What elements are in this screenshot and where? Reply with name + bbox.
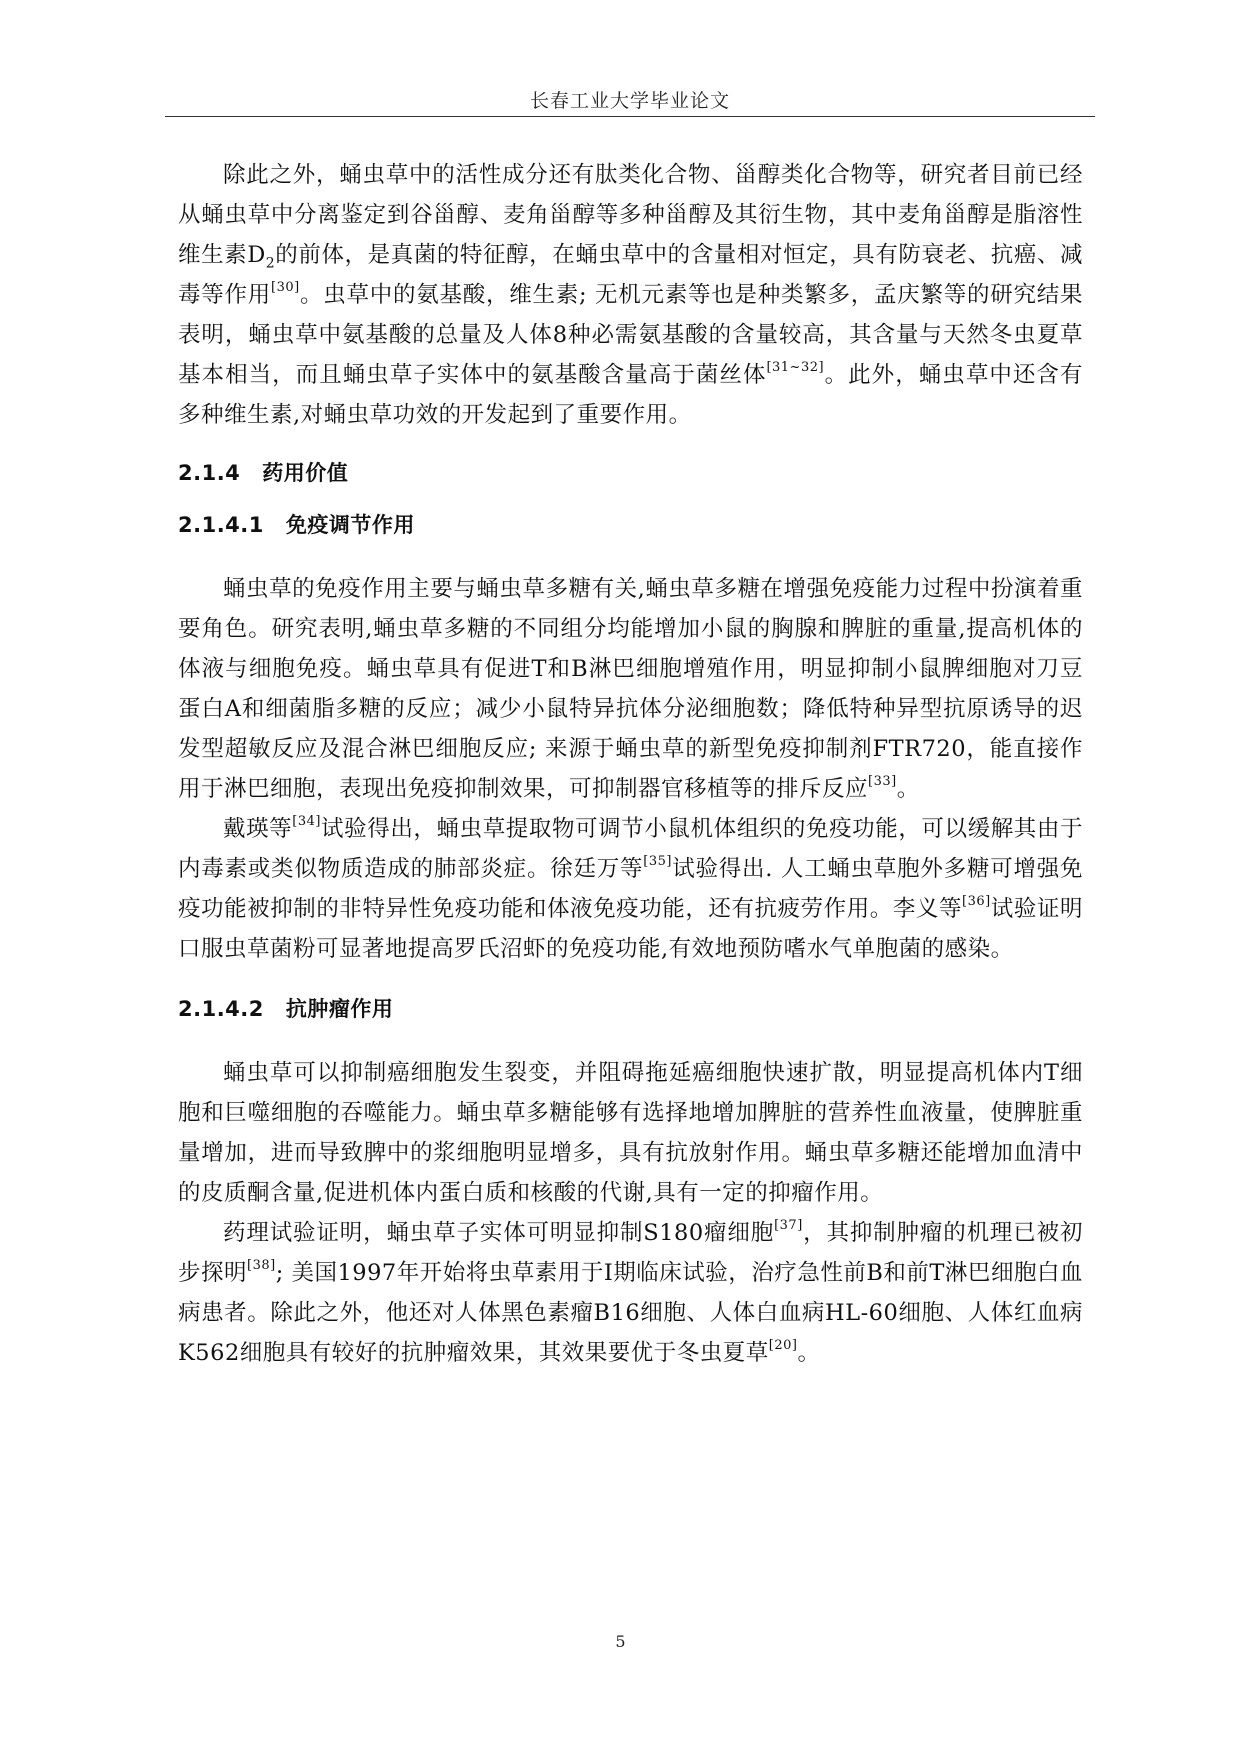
page-body [178, 150, 1083, 1373]
citation: [37] [774, 1217, 803, 1233]
section-number: 2.1.4.1 [178, 513, 264, 537]
text-run: 试验证明口服虫草菌粉可显著地提高罗氏沼虾的免疫功能,有效地预防嗜水气单胞菌的感染。 [178, 896, 1083, 962]
text-run: 戴瑛等 [223, 816, 293, 842]
citation: [38] [247, 1257, 276, 1273]
citation: [33] [868, 773, 897, 789]
text-run: 蛹虫草的免疫作用主要与蛹虫草多糖有关,蛹虫草多糖在增强免疫能力过程中扮演着重要角色。研究表明,蛹虫草多糖的不同组分均能增加小鼠的胸腺和脾脏的重量,提高机体的体液与细胞免疫。蛹虫草具有促进T和B淋巴细胞增殖作用，明显抑制小鼠脾细胞对刀豆蛋白A和细菌脂多糖的反应；减少小鼠特异抗体分泌细胞数；降低特种异型抗原诱导的迟发型超敏反应及混合淋巴细胞反应; 来源于蛹虫草的新型免疫抑制剂FTR720，能直接作用于淋巴细胞，表现出免疫抑制效果，可抑制器官移植等的排斥反应 [178, 576, 1083, 802]
text-run: 试验得出，蛹虫草提取物可调节小鼠机体组织的免疫功能，可以缓解其由于内毒素或类似物质造成的肺部炎症。徐廷万等 [178, 816, 1083, 882]
text-run: ，其抑制肿瘤的机理已被初步探明 [178, 1220, 1083, 1286]
section-heading-2-1-4-2 [178, 989, 1083, 1029]
paragraph-immune-regulation [178, 569, 1083, 809]
paragraph-antitumor [178, 1053, 1083, 1213]
citation: [34] [292, 813, 321, 829]
text-run: ; 美国1997年开始将虫草素用于I期临床试验，治疗急性前B和前T淋巴细胞白血病患者。除此之外，他还对人体黑色素瘤B16细胞、人体白血病HL-60细胞、人体红血病K562细胞具有较好的抗肿瘤效果，其效果要优于冬虫夏草 [178, 1260, 1083, 1366]
page-number: 5 [615, 1632, 626, 1651]
paragraph-immune-experiments [178, 809, 1083, 969]
section-title: 药用价值 [262, 461, 349, 485]
text-run: 。此外，蛹虫草中还含有多种维生素,对蛹虫草功效的开发起到了重要作用。 [178, 362, 1083, 428]
citation: [20] [768, 1337, 798, 1353]
text-run: 。 [797, 1340, 821, 1366]
section-heading-2-1-4-1 [178, 505, 1083, 545]
text-run: 试验得出. 人工蛹虫草胞外多糖可增强免疫功能被抑制的非特异性免疫功能和体液免疫功能，还有抗疲劳作用。李义等 [178, 856, 1083, 922]
text-run: 蛹虫草可以抑制癌细胞发生裂变，并阻碍拖延癌细胞快速扩散，明显提高机体内T细胞和巨噬细胞的吞噬能力。蛹虫草多糖能够有选择地增加脾脏的营养性血液量，使脾脏重量增加，进而导致脾中的浆细胞明显增多，具有抗放射作用。蛹虫草多糖还能增加血清中的皮质酮含量,促进机体内蛋白质和核酸的代谢,具有一定的抑瘤作用。 [178, 1060, 1083, 1206]
section-number: 2.1.4 [178, 461, 241, 485]
text-run: 的前体，是真菌的特征醇，在蛹虫草中的含量相对恒定，具有防衰老、抗癌、减毒等作用 [178, 242, 1083, 308]
header-divider [165, 116, 1095, 117]
text-run: 。 [896, 776, 920, 802]
citation: [30] [271, 279, 300, 295]
citation: [36] [962, 893, 991, 909]
section-title: 免疫调节作用 [285, 513, 415, 537]
text-run: 除此之外，蛹虫草中的活性成分还有肽类化合物、甾醇类化合物等，研究者目前已经从蛹虫草中分离鉴定到谷甾醇、麦角甾醇等多种甾醇及其衍生物，其中麦角甾醇是脂溶性维生素D [178, 162, 1083, 268]
paragraph-active-components [178, 155, 1083, 435]
text-run: 。虫草中的氨基酸，维生素; 无机元素等也是种类繁多，孟庆繁等的研究结果表明，蛹虫草中氨基酸的总量及人体8种必需氨基酸的含量较高，其含量与天然冬虫夏草基本相当，而且蛹虫草子实体中的氨基酸含量高于菌丝体 [178, 282, 1083, 388]
section-heading-2-1-4 [178, 453, 1083, 493]
section-number: 2.1.4.2 [178, 997, 264, 1021]
citation: [31~32] [766, 359, 825, 375]
subscript: 2 [265, 255, 276, 272]
paragraph-pharmacology [178, 1213, 1083, 1373]
citation: [35] [643, 853, 672, 869]
section-title: 抗肿瘤作用 [285, 997, 394, 1021]
text-run: 药理试验证明，蛹虫草子实体可明显抑制S180瘤细胞 [223, 1220, 775, 1246]
running-header-title: 长春工业大学毕业论文 [529, 90, 730, 112]
